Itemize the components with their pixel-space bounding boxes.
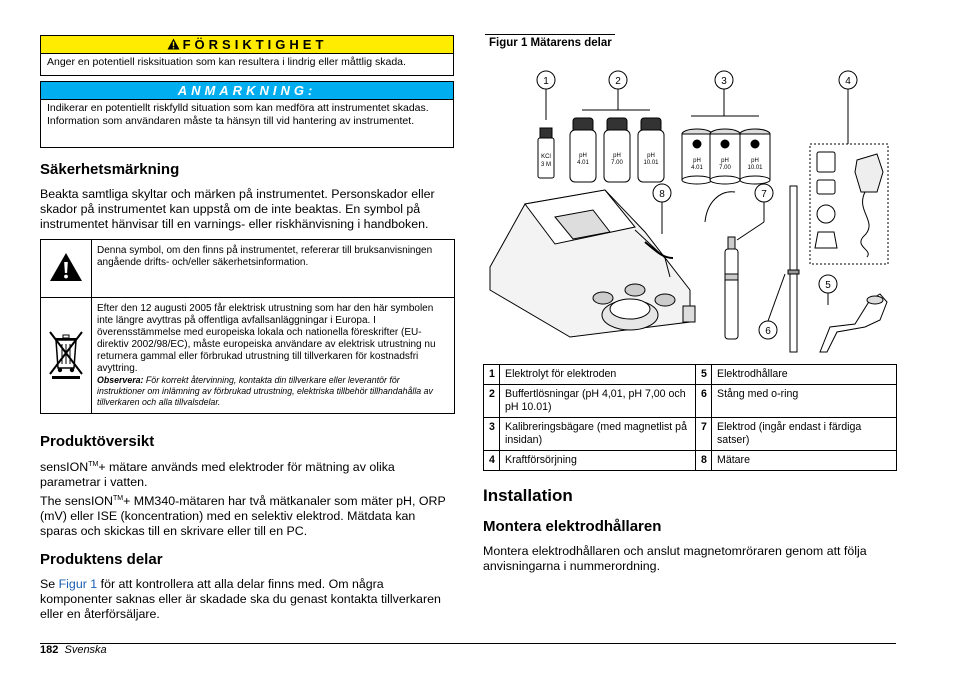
notice-header: ANMARKNING: — [41, 82, 453, 100]
beaker-label: 4.01 — [691, 165, 703, 171]
notice-text: Indikerar en potentiellt riskfylld situation som kan medföra att instrumentet skadas. Information som användaren måste ta hänsyn till vid hantering av instrumentet. — [47, 102, 429, 127]
part-name: Elektrod (ingår endast i färdiga satser) — [712, 418, 897, 451]
trademark: TM — [113, 495, 124, 502]
symbol-text — [92, 298, 455, 414]
part-number: 8 — [696, 451, 712, 471]
callout-number: 7 — [761, 189, 767, 200]
caution-text: Anger en potentiell risksituation som kan resultera i lindrig eller måttlig skada. — [47, 56, 406, 68]
callout-number: 8 — [659, 189, 665, 200]
symbol-icon-cell — [41, 240, 92, 298]
installation-heading: Installation — [483, 486, 573, 505]
symbol-icon-cell — [41, 298, 92, 414]
installation-body: Montera elektrodhållaren och anslut magnetomröraren genom att följa anvisningarna i nummerordning. — [483, 544, 867, 573]
part-number: 6 — [696, 385, 712, 418]
safety-body: Beakta samtliga skyltar och märken på instrumentet. Personskador eller skador på instrumentet kan uppstå om de inte beaktas. En symbol på instrumentet hänvisar till en varnings- eller riskhänvisning i handboken. — [40, 187, 435, 231]
electrode — [705, 192, 738, 339]
holder-subheading: Montera elektrodhållaren — [483, 518, 662, 535]
weee-text: Efter den 12 augusti 2005 får elektrisk utrustning som har den här symbolen inte längre avyttras på offentliga avfallsanläggningar i Europa. I överensstämmelse med europeiska lokala och nationella föreskrifter (EU-direktiv 2002/98/EC), måste europeiska användare av elektrisk utrustning nu returnera gammal eller förbrukad utrustning till tillverkaren för kostnadsfri avyttring. — [97, 303, 436, 374]
overview-paragraph-1 — [40, 457, 454, 490]
part-number: 5 — [696, 365, 712, 385]
part-number: 2 — [484, 385, 500, 418]
caution-header — [41, 36, 453, 54]
power-supply — [810, 144, 888, 264]
note-text: För korrekt återvinning, kontakta din tillverkare eller leverantör för instruktioner om inlämning av förbrukad utrustning, elektriska tillbehör tillhandahålla av tillverkaren och alla tillvalsdelar. — [97, 375, 433, 407]
table-row — [484, 451, 897, 471]
part-name: Kalibreringsbägare (med magnetlist på insidan) — [500, 418, 696, 451]
page-number: 182 — [40, 644, 59, 656]
crossed-out-wheelie-bin-icon — [46, 328, 86, 380]
part-name: Buffertlösningar (pH 4,01, pH 7,00 och pH 10.01) — [500, 385, 696, 418]
overview-text: + MM340-mätaren har två mätkanaler som mäter pH, ORP (mV) eller ISE (koncentration) med en selektiv elektrod. Mätdata kan sparas och skickas till en skrivare eller till en PC. — [40, 494, 446, 539]
parts-table — [483, 364, 897, 471]
part-number: 1 — [484, 365, 500, 385]
part-number: 7 — [696, 418, 712, 451]
footer-rule — [40, 643, 896, 644]
brand-text: sensION — [40, 460, 89, 475]
part-name: Elektrolyt för elektroden — [500, 365, 696, 385]
callout-number: 1 — [543, 76, 549, 87]
note-label: Observera: — [97, 375, 144, 385]
caution-box — [40, 35, 454, 76]
beaker-label: pH — [751, 158, 759, 164]
bottle-label: 3 M — [540, 162, 552, 168]
warning-triangle-icon — [49, 252, 83, 282]
parts-text-post: för att kontrollera att alla delar finns med. Om några komponenter saknas eller är skadade ska du genast kontakta tillverkaren eller en återförsäljare. — [40, 577, 441, 621]
overview-paragraph-2 — [40, 491, 454, 539]
parts-paragraph — [40, 577, 454, 622]
electrode-holder — [820, 294, 887, 352]
callout-number: 4 — [845, 76, 851, 87]
table-row — [484, 385, 897, 418]
brand-text: The sensION — [40, 494, 113, 509]
part-number: 4 — [484, 451, 500, 471]
beaker-label: pH — [721, 158, 729, 164]
callout-6 — [759, 274, 785, 339]
part-name: Elektrodhållare — [712, 365, 897, 385]
bottle-label: 7.00 — [611, 160, 623, 166]
bottle-label: pH — [647, 153, 655, 159]
beaker-label: 10.01 — [747, 165, 763, 171]
figure-caption: Figur 1 Mätarens delar — [489, 37, 612, 49]
table-row — [484, 418, 897, 451]
parts-text-pre: Se — [40, 577, 59, 591]
footer — [40, 644, 107, 656]
overview-heading: Produktöversikt — [40, 433, 155, 450]
bottle-label: 4.01 — [577, 160, 589, 166]
part-number: 3 — [484, 418, 500, 451]
calibration-beakers — [682, 129, 770, 184]
part-name: Kraftförsörjning — [500, 451, 696, 471]
callout-number: 3 — [721, 76, 727, 87]
bottle-label: KCl — [541, 154, 551, 160]
trademark: TM — [88, 461, 99, 468]
meter-parts-illustration — [485, 62, 897, 358]
part-name: Stång med o-ring — [712, 385, 897, 418]
overview-text: + mätare används med elektroder för mätning av olika parametrar i vatten. — [40, 460, 395, 490]
table-row — [484, 365, 897, 385]
parts-heading: Produktens delar — [40, 551, 163, 568]
symbol-table — [40, 239, 455, 414]
beaker-label: pH — [693, 158, 701, 164]
meter — [490, 190, 695, 337]
bottle-label: pH — [613, 153, 621, 159]
safety-heading: Säkerhetsmärkning — [40, 161, 180, 178]
weee-note — [97, 375, 449, 408]
symbol-row — [41, 298, 455, 414]
bottle-label: pH — [579, 153, 587, 159]
symbol-text: Denna symbol, om den finns på instrumentet, refererar till bruksanvisningen angående drifts- och/eller säkerhetsinformation. — [92, 240, 455, 298]
part-name: Mätare — [712, 451, 897, 471]
warning-triangle-icon — [167, 38, 180, 50]
figure-link[interactable]: Figur 1 — [58, 577, 98, 591]
beaker-label: 7.00 — [719, 165, 731, 171]
callout-number: 5 — [825, 280, 831, 291]
figure-rule — [485, 34, 615, 35]
callout-number: 2 — [615, 76, 621, 87]
electrolyte-bottle — [538, 128, 554, 178]
rod-with-o-ring — [788, 186, 799, 352]
symbol-row — [41, 240, 455, 298]
buffer-bottles — [570, 118, 664, 182]
callout-7 — [737, 184, 773, 240]
footer-language: Svenska — [64, 644, 107, 656]
caution-title: FÖRSIKTIGHET — [182, 37, 328, 52]
notice-box — [40, 81, 454, 148]
bottle-label: 10.01 — [643, 160, 659, 166]
callout-number: 6 — [765, 326, 771, 337]
